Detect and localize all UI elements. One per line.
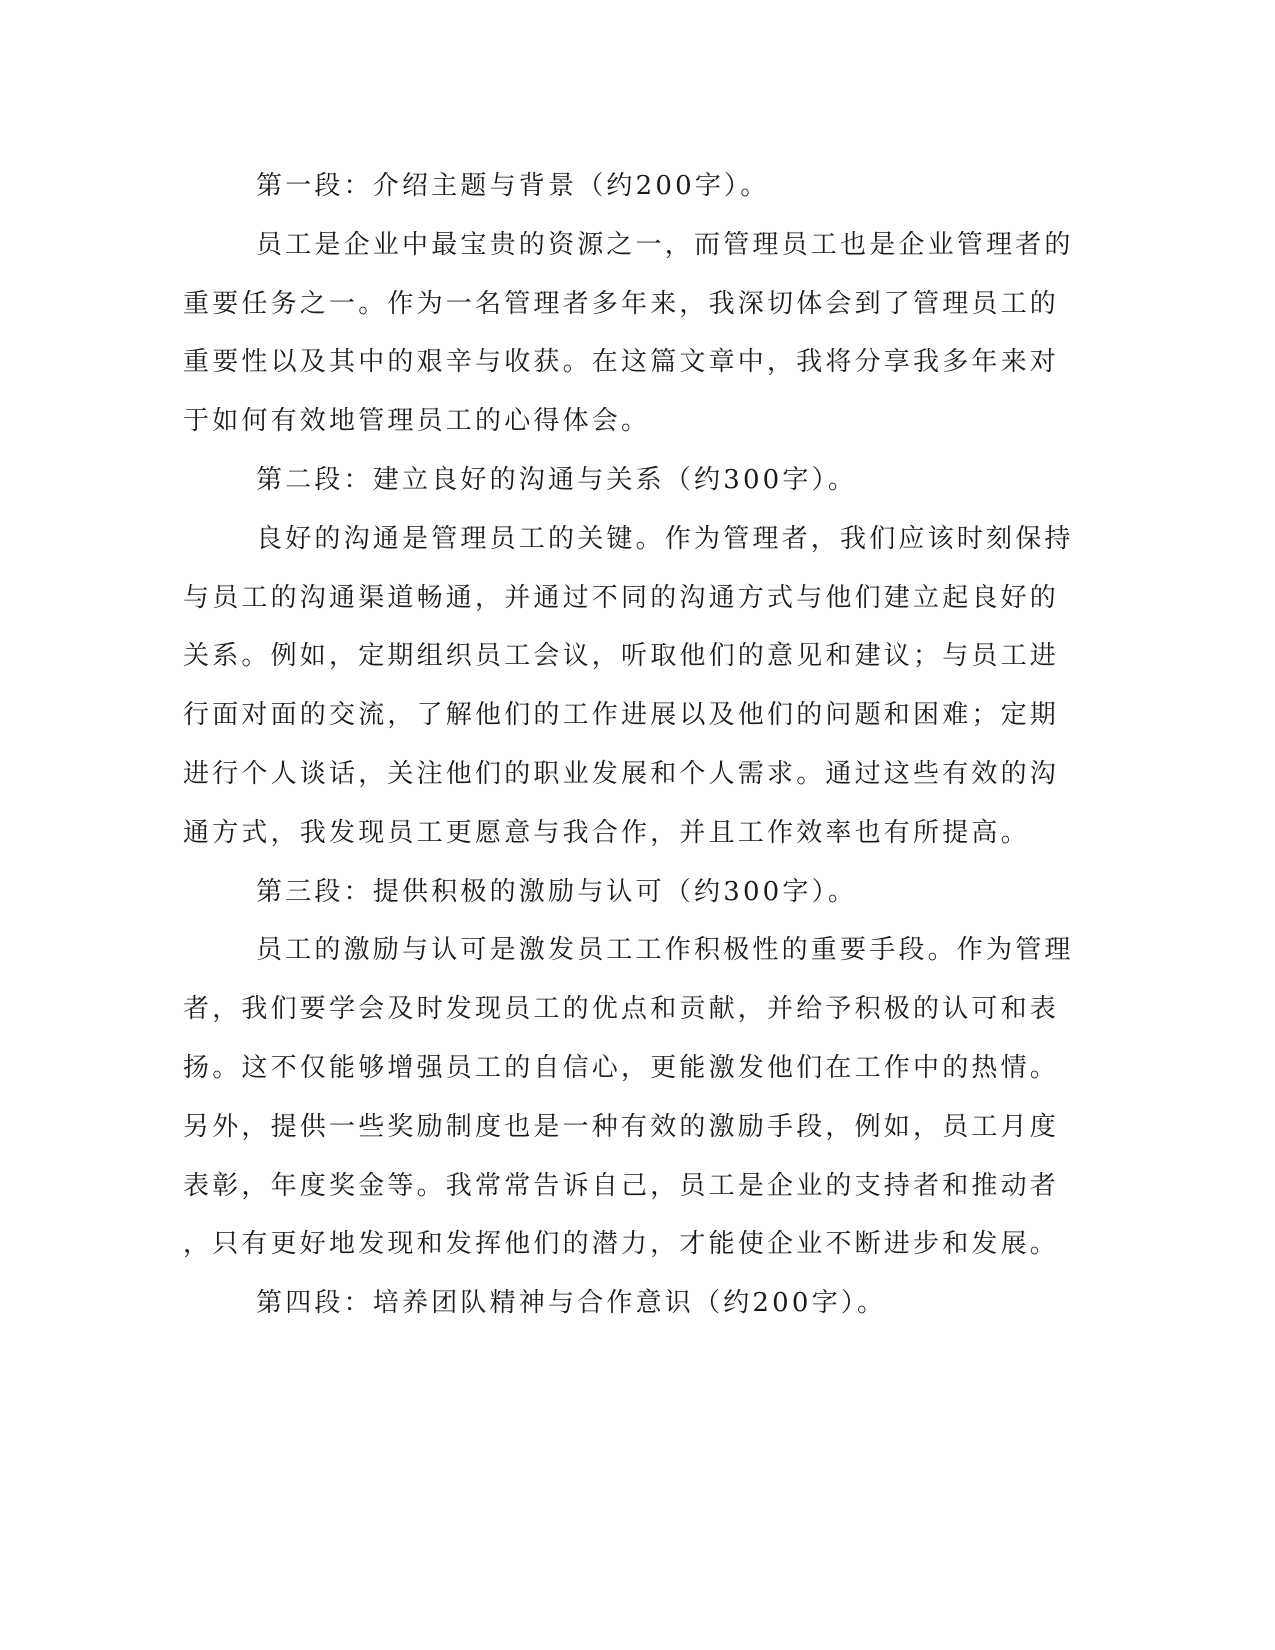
section-heading: 第一段：介绍主题与背景（约200字）。 — [256, 171, 770, 201]
paragraph-line: 良好的沟通是管理员工的关键。作为管理者，我们应该时刻保持 — [256, 523, 1074, 554]
paragraph-line: 通方式，我发现员工更愿意与我合作，并且工作效率也有所提高。 — [183, 817, 1030, 848]
paragraph-line: 于如何有效地管理员工的心得体会。 — [183, 406, 651, 437]
paragraph-line: 另外，提供一些奖励制度也是一种有效的激励手段，例如，员工月度 — [183, 1111, 1060, 1142]
document-body — [183, 157, 1074, 1333]
section-heading: 第四段：培养团队精神与合作意识（约200字）。 — [256, 1288, 887, 1319]
paragraph-line: 与员工的沟通渠道畅通，并通过不同的沟通方式与他们建立起良好的 — [183, 582, 1060, 613]
paragraph-line: 进行个人谈话，关注他们的职业发展和个人需求。通过这些有效的沟 — [183, 758, 1060, 789]
paragraph-line: 表彰，年度奖金等。我常常告诉自己，员工是企业的支持者和推动者 — [183, 1170, 1060, 1201]
paragraph-line: 行面对面的交流，了解他们的工作进展以及他们的问题和困难；定期 — [183, 700, 1060, 731]
paragraph-line: 员工是企业中最宝贵的资源之一，而管理员工也是企业管理者的 — [256, 229, 1074, 260]
section-heading: 第三段：提供积极的激励与认可（约300字）。 — [256, 876, 858, 907]
paragraph-line: 员工的激励与认可是激发员工工作积极性的重要手段。作为管理 — [256, 935, 1074, 966]
paragraph-line: ，只有更好地发现和发挥他们的潜力，才能使企业不断进步和发展。 — [183, 1229, 1060, 1260]
paragraph-line: 重要性以及其中的艰辛与收获。在这篇文章中，我将分享我多年来对 — [183, 347, 1060, 378]
section-heading: 第二段：建立良好的沟通与关系（约300字）。 — [256, 464, 858, 495]
paragraph-line: 者，我们要学会及时发现员工的优点和贡献，并给予积极的认可和表 — [183, 994, 1060, 1025]
paragraph-line: 扬。这不仅能够增强员工的自信心，更能激发他们在工作中的热情。 — [183, 1052, 1060, 1083]
paragraph-line: 关系。例如，定期组织员工会议，听取他们的意见和建议；与员工进 — [183, 641, 1060, 672]
paragraph-line: 重要任务之一。作为一名管理者多年来，我深切体会到了管理员工的 — [183, 288, 1060, 319]
